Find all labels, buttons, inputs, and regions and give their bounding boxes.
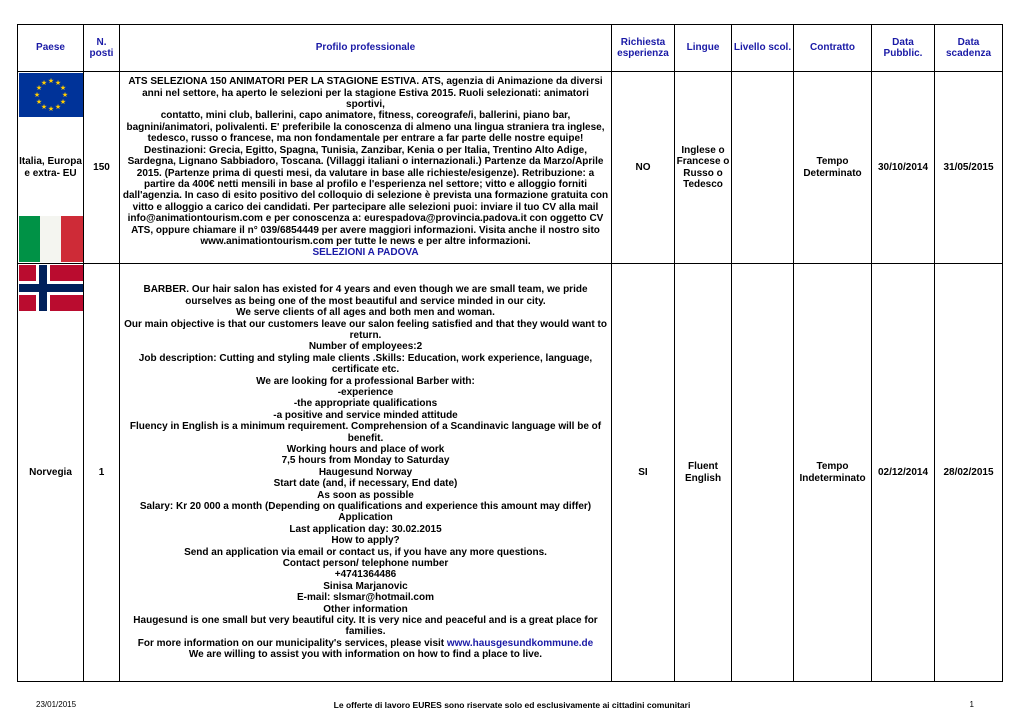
job-offers-table <box>17 24 1003 682</box>
norway-flag-icon <box>19 265 83 311</box>
svg-text:★: ★ <box>40 79 48 87</box>
svg-text:★: ★ <box>33 91 41 99</box>
profile-line: partire da 400€ netti mensili in base al profilo e l'esperienza nel settore; vitto e alloggio forniti <box>143 178 588 190</box>
contratto-cell: Tempo Indeterminato <box>794 264 872 682</box>
header-profilo: Profilo professionale <box>120 25 612 72</box>
profile-line: -a positive and service minded attitude <box>273 409 458 421</box>
svg-text:★: ★ <box>59 84 67 92</box>
info-prefix: For more information on our municipality's services, please visit <box>137 637 447 649</box>
table-row <box>18 72 1003 264</box>
profile-line: ourselves as being one of the most beautiful and service minded in our city. <box>185 295 546 307</box>
esperienza-cell: NO <box>612 72 675 264</box>
profile-line: Haugesund Norway <box>318 466 413 478</box>
footer-date: 23/01/2015 <box>36 700 77 709</box>
profile-line: 2015. (Partenze prima di questi mesi, da valutare in base alle richieste/esigenze). Retribuzione: a <box>136 167 595 179</box>
svg-text:★: ★ <box>61 91 69 99</box>
closing-line: We are willing to assist you with information on how to find a place to live. <box>188 649 543 661</box>
profile-line: Fluency in English is a minimum requirement. Comprehension of a Scandinavic language will be of <box>129 421 602 433</box>
profile-line: ATS, oppure chiamare il n° 039/6854449 per avere maggiori informazioni. Visita anche il nostro sito <box>131 224 600 236</box>
table-row <box>18 264 1003 682</box>
lingue-cell: Inglese o Francese o Russo o Tedesco <box>675 72 732 264</box>
svg-text:★: ★ <box>47 105 55 113</box>
pubblic-cell: 30/10/2014 <box>872 72 935 264</box>
profile-line: +4741364486 <box>334 569 397 581</box>
svg-text:★: ★ <box>35 98 43 106</box>
svg-text:★: ★ <box>47 77 55 85</box>
profile-line: How to apply? <box>331 535 400 547</box>
profile-line: Contact person/ telephone number <box>282 558 449 570</box>
footer-note: Le offerte di lavoro EURES sono riservate solo ed esclusivamente ai cittadini comunitari <box>333 700 691 710</box>
profile-line: Haugesund is one small but very beautiful city. It is very nice and peaceful and is a great place for <box>133 615 598 627</box>
profile-line: Salary: Kr 20 000 a month (Depending on qualifications and experience this amount may differ) <box>139 501 592 513</box>
livello-cell <box>732 72 794 264</box>
profile-line: www.animationtourism.com per tutte le news e per altre informazioni. <box>200 235 531 247</box>
profile-line: Sardegna, Lignano Sabbiadoro, Toscana. (Villaggi italiani o internazionali.) Partenze da Marzo/Aprile <box>127 156 604 168</box>
country-name: Italia, Europa e extra- EU <box>19 156 82 179</box>
page-number: 1 <box>969 700 974 709</box>
profile-line: E-mail: slsmar@hotmail.com <box>296 592 434 604</box>
lingue-cell: Fluent English <box>675 264 732 682</box>
municipality-link[interactable]: www.hausgesundkommune.de <box>446 637 594 649</box>
country-cell <box>18 72 84 264</box>
header-pubblic: Data Pubblic. <box>872 25 935 72</box>
contratto-cell: Tempo Determinato <box>794 72 872 264</box>
profile-line: contatto, mini club, ballerini, capo animatore, fitness, coreografe/i, ballerini, piano bar, <box>160 110 571 122</box>
header-posti: N. posti <box>84 25 120 72</box>
profile-line: -the appropriate qualifications <box>293 398 438 410</box>
profile-cell <box>120 264 612 682</box>
profile-cell <box>120 72 612 264</box>
profile-line: We serve clients of all ages and both men and woman. <box>236 307 495 319</box>
svg-text:★: ★ <box>40 103 48 111</box>
header-lingue: Lingue <box>675 25 732 72</box>
profile-line: vitto e alloggio a carico dei candidati. Per partecipare alle selezioni puoi: inviare il tuo CV alla mail <box>132 201 599 213</box>
posti-cell: 1 <box>84 264 120 682</box>
profile-line: Working hours and place of work <box>286 443 445 455</box>
svg-text:★: ★ <box>54 79 62 87</box>
profile-line: We are looking for a professional Barber with: <box>256 375 475 387</box>
profile-line: Application <box>338 512 393 524</box>
profile-line: As soon as possible <box>317 489 414 501</box>
profile-line: families. <box>345 626 386 638</box>
scadenza-cell: 28/02/2015 <box>935 264 1003 682</box>
livello-cell <box>732 264 794 682</box>
esperienza-cell: SI <box>612 264 675 682</box>
header-scadenza: Data scadenza <box>935 25 1003 72</box>
profile-line: Number of employees:2 <box>308 341 423 353</box>
profile-line: benefit. <box>347 432 384 444</box>
profile-line: Destinazioni: Grecia, Egitto, Spagna, Tunisia, Zanzibar, Kenia o per Italia, Trentino Alto Adige, <box>143 144 588 156</box>
profile-line: bagnini/animatori, polivalenti. E' preferibile la conoscenza di almeno una lingua straniera tra inglese, <box>126 121 605 133</box>
profile-line: Our main objective is that our customers leave our salon feeling satisfied and that they would want to <box>124 318 607 330</box>
header-contratto: Contratto <box>794 25 872 72</box>
scadenza-cell: 31/05/2015 <box>935 72 1003 264</box>
profile-line: Job description: Cutting and styling male clients .Skills: Education, work experience, language, <box>138 352 593 364</box>
header-paese: Paese <box>18 25 84 72</box>
profile-line: dall'agenzia. In caso di esito positivo del colloquio di selezione è prevista una formazione gratuita con <box>122 190 609 202</box>
profile-line: return. <box>349 329 382 341</box>
profile-line: tedesco, russo o francese, ma non fondamentale per entrare a far parte delle nostre equipe! <box>147 133 584 145</box>
profile-line: ATS SELEZIONA 150 ANIMATORI PER LA STAGIONE ESTIVA. ATS, agenzia di Animazione da diversi <box>128 76 603 88</box>
info-line <box>122 638 609 649</box>
svg-text:★: ★ <box>54 103 62 111</box>
profile-line: BARBER. Our hair salon has existed for 4 years and even though we are small team, we pride <box>143 284 588 296</box>
country-name: Norvegia <box>29 466 72 478</box>
profile-line: certificate etc. <box>331 364 400 376</box>
profile-line: anni nel settore, ha aperto le selezioni per la stagione Estiva 2015. Ruoli selezionati: animatori sportivi, <box>142 87 589 111</box>
posti-cell: 150 <box>84 72 120 264</box>
profile-line: info@animationtourism.com e per conoscenza a: eurespadova@provincia.padova.it con oggetto CV <box>127 213 604 225</box>
profile-line: Sinisa Marjanovic <box>323 580 408 592</box>
profile-line: Last application day: 30.02.2015 <box>289 523 442 535</box>
country-cell <box>18 264 84 682</box>
profile-line: -experience <box>337 386 394 398</box>
profile-line: Send an application via email or contact us, if you have any more questions. <box>184 546 547 558</box>
pubblic-cell: 02/12/2014 <box>872 264 935 682</box>
header-row <box>18 25 1003 72</box>
profile-line: 7,5 hours from Monday to Saturday <box>281 455 450 467</box>
svg-text:★: ★ <box>59 98 67 106</box>
profile-line: Start date (and, if necessary, End date) <box>273 478 458 490</box>
svg-text:★: ★ <box>35 84 43 92</box>
profile-line: Other information <box>323 603 408 615</box>
header-esperienza: Richiesta esperienza <box>612 25 675 72</box>
header-livello: Livello scol. <box>732 25 794 72</box>
selezioni-padova-link[interactable]: SELEZIONI A PADOVA <box>312 247 419 259</box>
italy-flag-icon <box>19 216 83 262</box>
eu-flag-icon <box>19 73 83 117</box>
